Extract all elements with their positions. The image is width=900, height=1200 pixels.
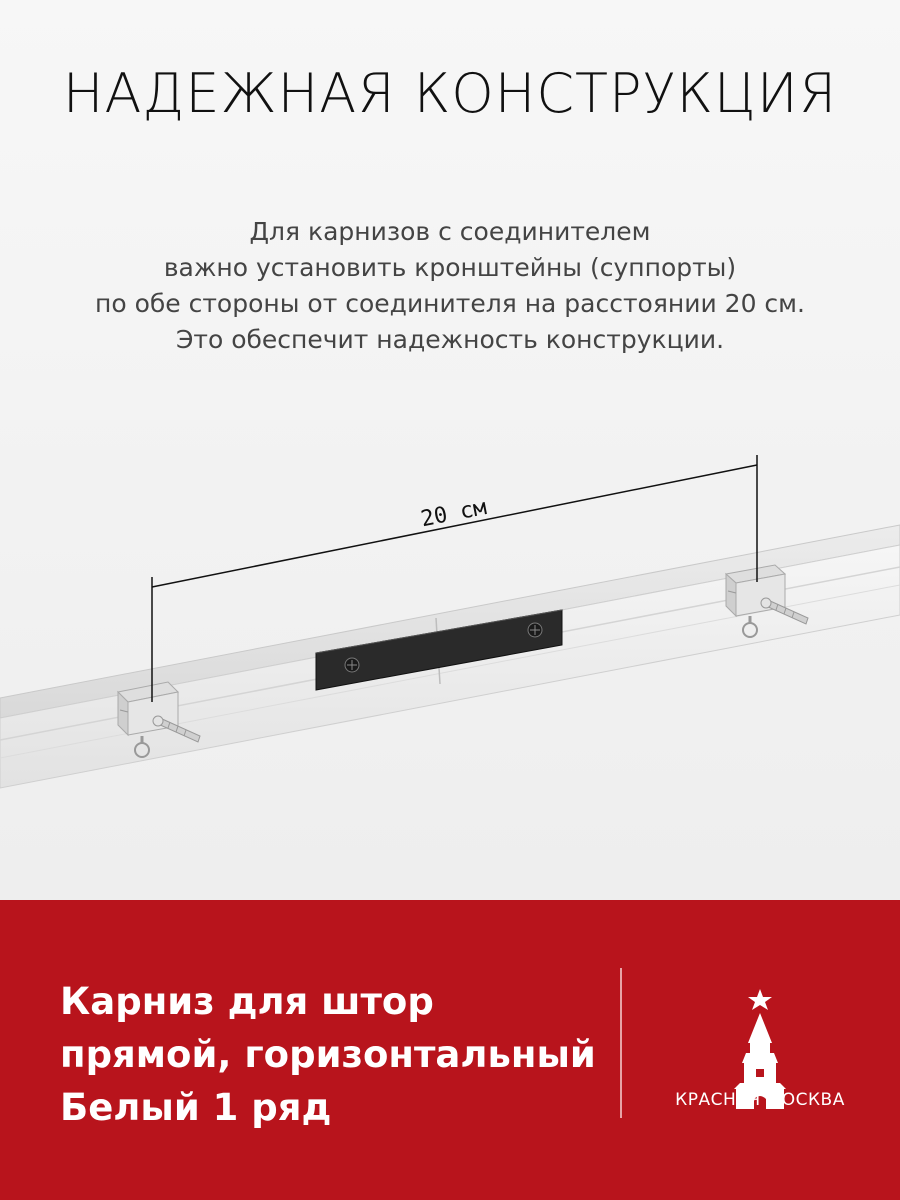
curtain-rod-illustration (0, 440, 900, 860)
description (0, 214, 900, 358)
product-title (60, 975, 596, 1134)
description-line: важно установить кронштейны (суппорты) (163, 253, 737, 282)
description-line: по обе стороны от соединителя на расстоянии 20 см. (95, 289, 805, 318)
divider (620, 968, 622, 1118)
page-title: НАДЕЖНАЯ КОНСТРУКЦИЯ (62, 62, 838, 125)
product-title-line: Белый 1 ряд (60, 1086, 332, 1129)
dimension-label: 20 см (418, 495, 489, 533)
description-line: Для карнизов с соединителем (249, 217, 651, 246)
brand-name: КРАСНАЯ МОСКВА (675, 1090, 845, 1110)
product-title-line: прямой, горизонтальный (60, 1033, 596, 1076)
description-line: Это обеспечит надежность конструкции. (175, 325, 725, 354)
product-title-line: Карниз для штор (60, 980, 434, 1023)
